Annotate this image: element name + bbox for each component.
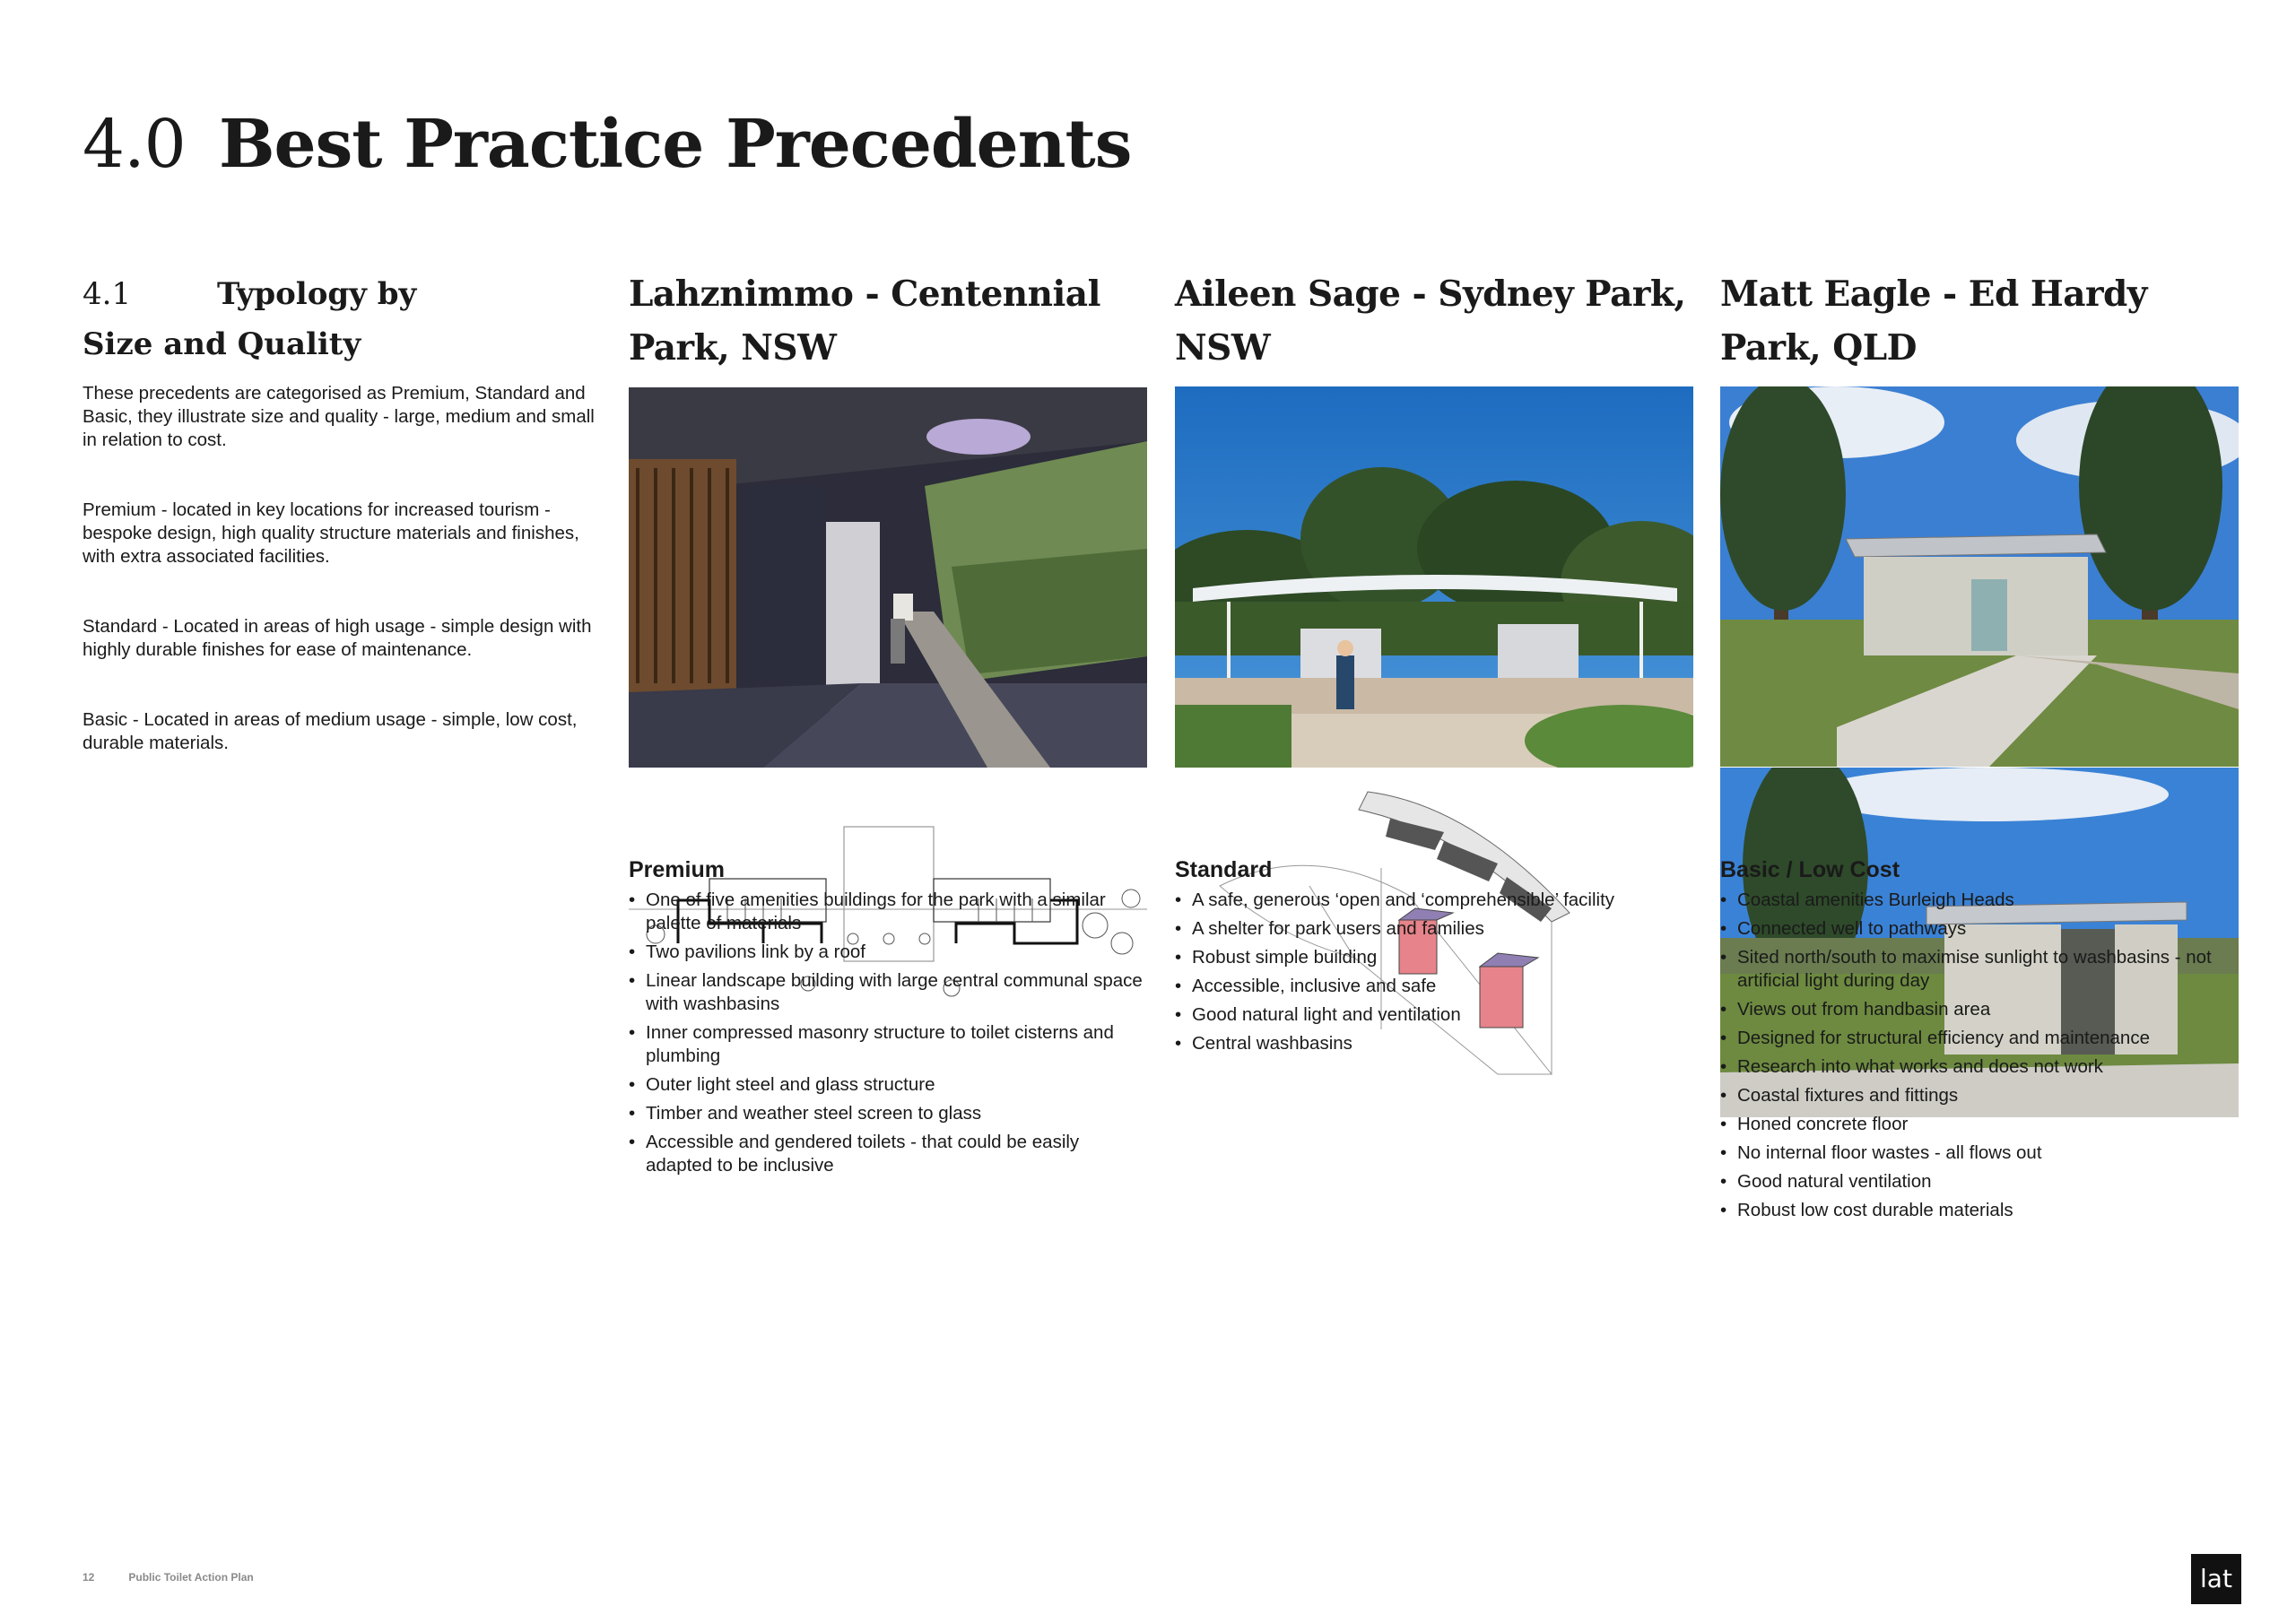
subsection-title-line2: Size and Quality (83, 326, 361, 362)
precedent-title: Matt Eagle - Ed Hardy Park, QLD (1720, 273, 2147, 369)
list-item: • Good natural light and ventilation (1175, 1003, 1693, 1027)
intro-text (83, 382, 603, 802)
intro-paragraph: Standard - Located in areas of high usage - simple design with highly durable finishes for ease of maintenance. (83, 616, 592, 660)
list-item: • A shelter for park users and families (1175, 917, 1693, 941)
list-item: • Good natural ventilation (1720, 1170, 2239, 1193)
list-item: • Honed concrete floor (1720, 1113, 2239, 1136)
premium-description (629, 857, 1147, 1183)
list-item: • Two pavilions link by a roof (629, 941, 1147, 964)
photo-amenities-block-front (1720, 386, 2239, 767)
bullet-list (1720, 889, 2239, 1222)
category-label: Premium (629, 857, 725, 882)
list-item: • Central washbasins (1175, 1032, 1693, 1055)
precedent-title: Lahznimmo - Centennial Park, NSW (629, 273, 1100, 369)
list-item: • Designed for structural efficiency and maintenance (1720, 1027, 2239, 1050)
bullet-list (1175, 889, 1693, 1055)
photo-pavilion-canopy (1175, 386, 1693, 768)
page-footer (83, 1571, 288, 1584)
list-item: • Inner compressed masonry structure to toilet cisterns and plumbing (629, 1021, 1147, 1068)
intro-paragraph: Premium - located in key locations for increased tourism - bespoke design, high quality structure materials and finishes, with extra associated facilities. (83, 499, 579, 567)
precedent-premium (629, 267, 1147, 386)
list-item: • No internal floor wastes - all flows out (1720, 1141, 2239, 1165)
basic-description (1720, 857, 2239, 1228)
category-label: Standard (1175, 857, 1273, 882)
section-title: Best Practice Precedents (219, 106, 1132, 183)
list-item: • Timber and weather steel screen to glass (629, 1102, 1147, 1125)
brand-logo: lat (2191, 1554, 2241, 1604)
bullet-list (629, 889, 1147, 1177)
subsection-title-line1: Typology by (217, 276, 417, 312)
list-item: • Outer light steel and glass structure (629, 1073, 1147, 1097)
precedent-basic (1720, 267, 2239, 386)
list-item: • Accessible, inclusive and safe (1175, 975, 1693, 998)
list-item: • Linear landscape building with large central communal space with washbasins (629, 969, 1147, 1016)
list-item: • A safe, generous ‘open and ‘comprehensible’ facility (1175, 889, 1693, 912)
list-item: • Views out from handbasin area (1720, 998, 2239, 1021)
page-number: 12 (83, 1571, 95, 1584)
list-item: • Robust simple building (1175, 946, 1693, 969)
list-item: • Accessible and gendered toilets - that could be easily adapted to be inclusive (629, 1131, 1147, 1177)
list-item: • Coastal fixtures and fittings (1720, 1084, 2239, 1107)
precedent-title: Aileen Sage - Sydney Park, NSW (1175, 273, 1686, 369)
list-item: • One of five amenities buildings for the park with a similar palette of materials (629, 889, 1147, 935)
list-item: • Coastal amenities Burleigh Heads (1720, 889, 2239, 912)
category-label: Basic / Low Cost (1720, 857, 1900, 882)
intro-paragraph: These precedents are categorised as Premium, Standard and Basic, they illustrate size and quality - large, medium and small in relation to cost. (83, 383, 595, 450)
photo-interior-washbasins (629, 387, 1147, 768)
list-item: • Connected well to pathways (1720, 917, 2239, 941)
section-number: 4.0 (83, 106, 186, 183)
page-title (83, 106, 1131, 183)
subsection-number: 4.1 (83, 276, 132, 312)
document-title: Public Toilet Action Plan (128, 1571, 254, 1584)
intro-paragraph: Basic - Located in areas of medium usage - simple, low cost, durable materials. (83, 709, 578, 753)
list-item: • Research into what works and does not work (1720, 1055, 2239, 1079)
precedent-standard (1175, 267, 1693, 386)
list-item: • Sited north/south to maximise sunlight to washbasins - not artificial light during day (1720, 946, 2239, 993)
list-item: • Robust low cost durable materials (1720, 1199, 2239, 1222)
standard-description (1175, 857, 1693, 1061)
subsection-heading (83, 269, 585, 369)
